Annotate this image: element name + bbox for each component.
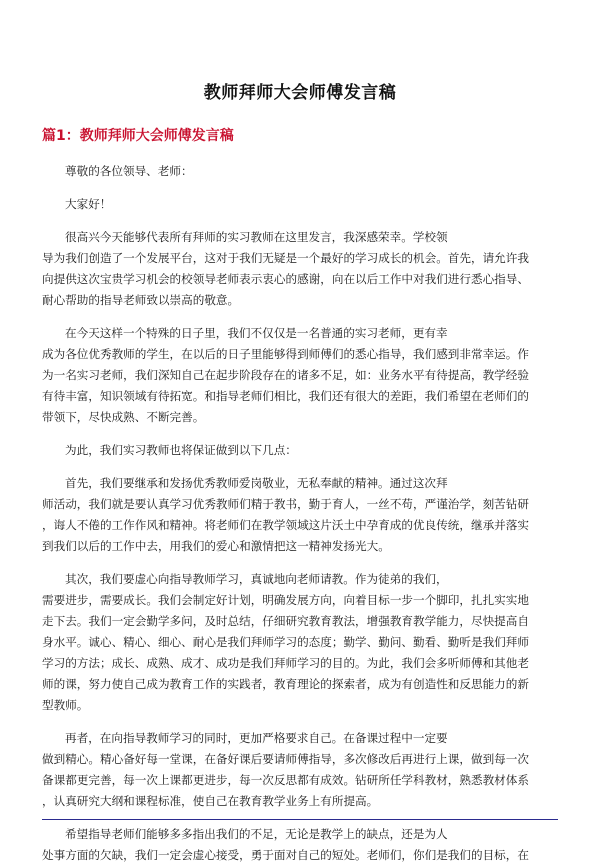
document-title: 教师拜师大会师傅发言稿 <box>203 83 397 103</box>
paragraph-line: 师活动，我们就是要认真学习优秀教师们精于教书，勤于育人，一丝不苟，严谨治学，刻苦钻研 <box>42 497 529 511</box>
paragraph-line: 需要进步，需要成长。我们会制定好计划，明确发展方向，向着目标一步一个脚印，扎扎实实地 <box>42 593 529 607</box>
paragraph-line: 处事方面的欠缺，我们一定会虚心接受，勇于面对自己的短处。老师们，你们是我们的目标，在 <box>42 848 529 862</box>
paragraph <box>42 227 558 311</box>
paragraph-line: 希望指导老师们能够多多指出我们的不足，无论是教学上的缺点，还是为人 <box>65 827 448 841</box>
paragraph-line: 其次，我们要虚心向指导教师学习，真诚地向老师请教。作为徒弟的我们， <box>65 572 448 586</box>
paragraph <box>42 473 558 557</box>
paragraph-line: 很高兴今天能够代表所有拜师的实习教师在这里发言，我深感荣幸。学校领 <box>65 230 448 244</box>
paragraph-line: 身水平。诚心、精心、细心、耐心是我们拜师学习的态度；勤学、勤问、勤看、勤听是我们拜师 <box>42 635 529 649</box>
paragraph <box>42 569 558 716</box>
paragraph-line: 首先，我们要继承和发扬优秀教师爱岗敬业，无私奉献的精神。通过这次拜 <box>65 476 448 490</box>
paragraph-line: 型教师。 <box>42 698 89 712</box>
paragraph-line: 耐心帮助的指导老师致以崇高的敬意。 <box>42 293 240 307</box>
paragraph-line: 到我们以后的工作中去，用我们的爱心和激情把这一精神发扬光大。 <box>42 539 390 553</box>
paragraph-line: ，认真研究大纲和课程标准，使自己在教育教学业务上有所提高。 <box>42 794 379 808</box>
paragraph-line: 有待丰富，知识领域有待拓宽。和指导老师们相比，我们还有很大的差距，我们希望在老师们的 <box>42 389 529 403</box>
paragraph-line: 学习的方法；成长、成熟、成才、成功是我们拜师学习的目的。为此，我们会多听师傅和其他老 <box>42 656 529 670</box>
paragraph <box>42 194 558 215</box>
paragraph <box>42 440 558 461</box>
paragraph-line: 师的课，努力使自己成为教育工作的实践者，教育理论的探索者，成为有创造性和反思能力的新 <box>42 677 529 691</box>
paragraph-line: 再者，在向指导教师学习的同时，更加严格要求自己。在备课过程中一定要 <box>65 731 448 745</box>
paragraph-line: 带领下，尽快成熟、不断完善。 <box>42 410 205 424</box>
paragraph-line: 在今天这样一个特殊的日子里，我们不仅仅是一名普通的实习老师，更有幸 <box>65 326 448 340</box>
footer-divider <box>42 819 558 820</box>
paragraph-line: 尊敬的各位领导、老师： <box>65 164 193 178</box>
paragraph-line: 大家好！ <box>65 197 112 211</box>
paragraph-line: 成为各位优秀教师的学生，在以后的日子里能够得到师傅们的悉心指导，我们感到非常幸运。作 <box>42 347 529 361</box>
paragraph-line: 向提供这次宝贵学习机会的校领导老师表示衷心的感谢，向在以后工作中对我们进行悉心指导、 <box>42 272 529 286</box>
paragraph-line: 导为我们创造了一个发展平台，这对于我们无疑是一个最好的学习成长的机会。首先，请允许我 <box>42 251 529 265</box>
paragraph-line: 为此，我们实习教师也将保证做到以下几点： <box>65 443 297 457</box>
paragraph-line: 备课都更完善，每一次上课都更进步，每一次反思都有成效。钻研所任学科教材，熟悉教材体系 <box>42 773 529 787</box>
paragraph-line: 为一名实习老师，我们深知自己在起步阶段存在的诸多不足，如：业务水平有待提高，教学经验 <box>42 368 529 382</box>
paragraph <box>42 323 558 428</box>
paragraph <box>42 161 558 182</box>
paragraph <box>42 728 558 812</box>
paragraph-line: 做到精心。精心备好每一堂课，在备好课后要请师傅指导，多次修改后再进行上课，做到每一次 <box>42 752 529 766</box>
paragraph <box>42 824 558 866</box>
paragraph-line: 走下去。我们一定会勤学多问，及时总结，仔细研究教育教法，增强教育教学能力，尽快提高自 <box>42 614 529 628</box>
document-body <box>42 161 558 866</box>
section-heading: 篇1：教师拜师大会师傅发言稿 <box>42 128 234 144</box>
paragraph-line: ，诲人不倦的工作作风和精神。将老师们在教学领域这片沃土中孕育成的优良传统，继承并落实 <box>42 518 529 532</box>
